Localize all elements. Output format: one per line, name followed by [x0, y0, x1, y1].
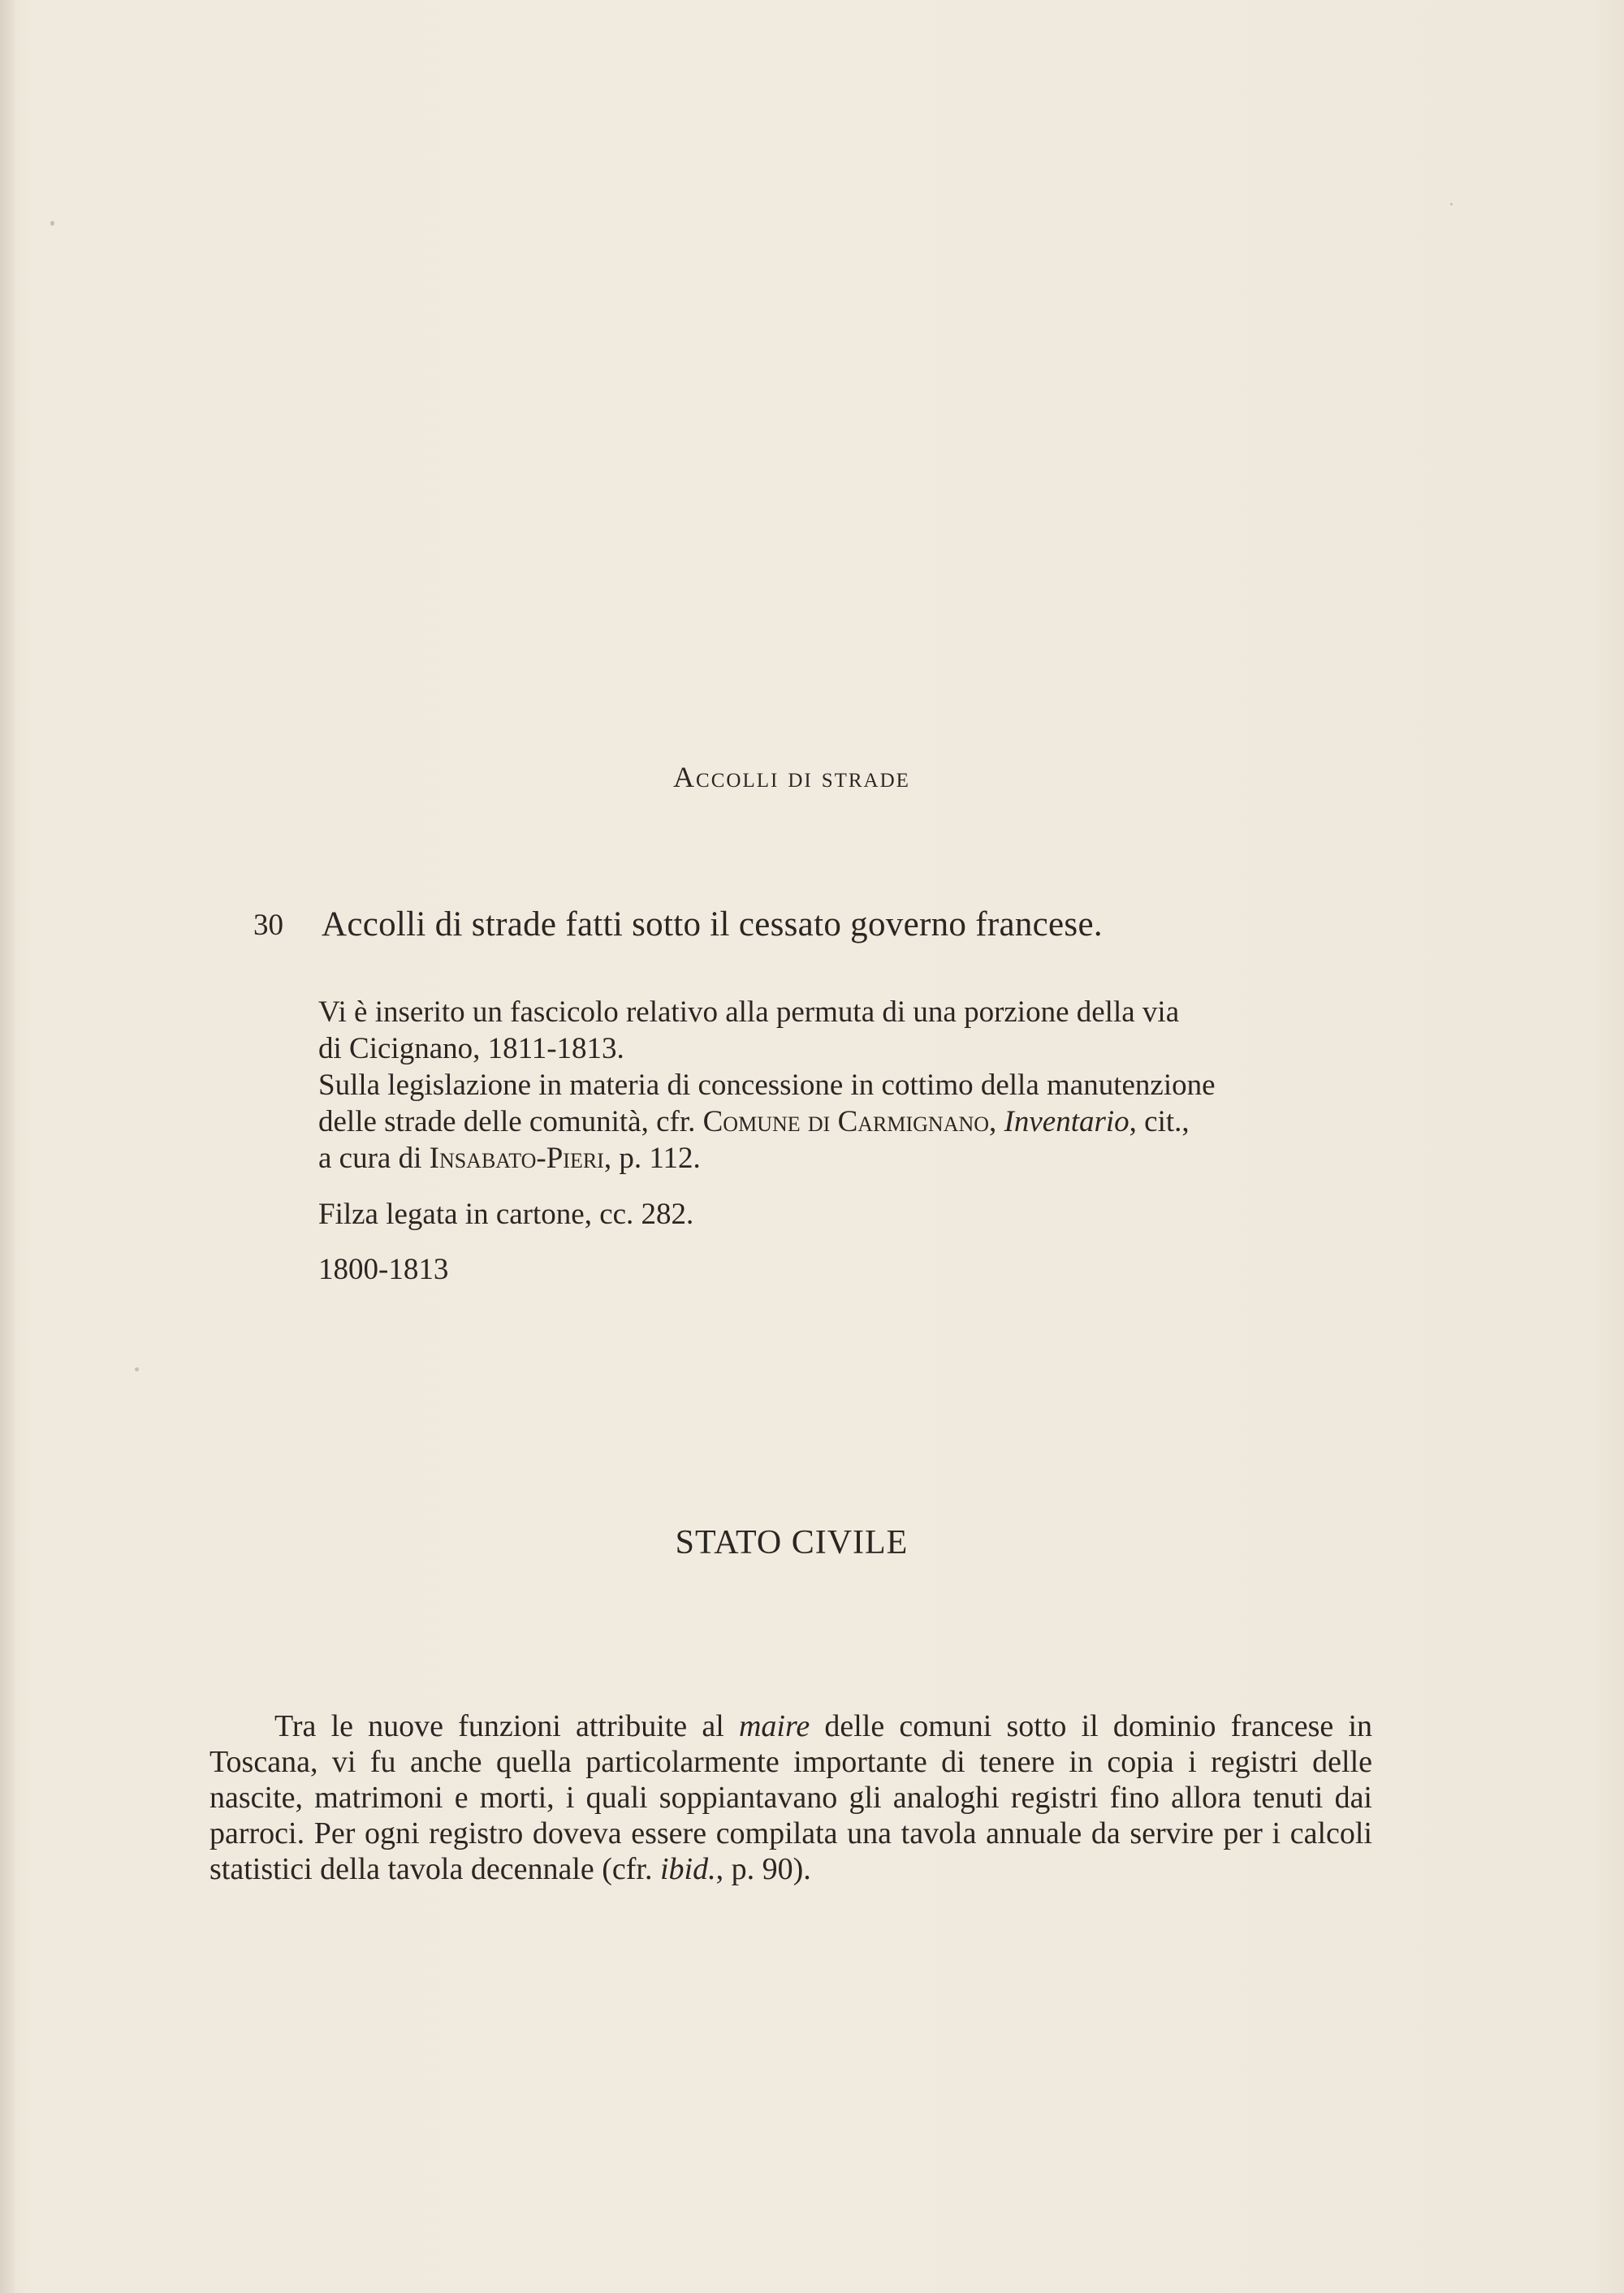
entry-dates: 1800-1813: [318, 1253, 449, 1286]
intro-text: , p. 90).: [715, 1852, 811, 1886]
intro-term-maire: maire: [738, 1709, 810, 1743]
note-text: , cit.,: [1129, 1105, 1190, 1138]
note-text: delle strade delle comunità, cfr.: [318, 1105, 703, 1138]
note-text: a cura di: [318, 1142, 430, 1175]
note-text: , p. 112.: [603, 1142, 701, 1175]
note-text: ,: [989, 1105, 1004, 1138]
note-line: [318, 1140, 1382, 1177]
binding-edge: [0, 0, 15, 2293]
paper-speck: [50, 221, 54, 226]
entry-notes: [318, 994, 1382, 1177]
note-line: Vi è inserito un fascicolo relativo alla permuta di una porzione della via: [318, 995, 1180, 1029]
intro-text: Tra le nuove funzioni attribuite al: [274, 1709, 739, 1743]
entry-title: Accolli di strade fatti sotto il cessato governo francese.: [322, 905, 1103, 944]
intro-paragraph: [209, 1708, 1372, 1887]
paper-speck: [135, 1367, 139, 1371]
note-line: Sulla legislazione in materia di concessione in cottimo della manutenzione: [318, 1069, 1216, 1102]
intro-term-ibid: ibid.: [659, 1852, 716, 1886]
paper-speck: [1450, 203, 1453, 205]
reference-comune: Comune di Carmignano: [702, 1105, 990, 1138]
entry-number: 30: [253, 909, 283, 942]
intro-text: delle comuni sotto il dominio francese in Toscana, vi fu anche quella particolarmente importante di tenere in copia i registri delle nascite, matrimoni e morti, i quali soppiantavano gli analoghi registri fino allora tenuti dai parroci. Per ogni registro doveva essere compilata una tavola annuale da servire per i calcoli statistici della tavola decennale (cfr.: [209, 1709, 1373, 1886]
reference-author: Insabato-Pieri: [429, 1142, 604, 1175]
note-line: di Cicignano, 1811-1813.: [318, 1032, 624, 1065]
entry-description: Filza legata in cartone, cc. 282.: [318, 1198, 694, 1231]
note-line: [318, 1103, 1382, 1140]
reference-inventario: Inventario: [1004, 1105, 1129, 1138]
section-heading-accolli: Accolli di strade: [673, 761, 910, 793]
section-heading-stato-civile: STATO CIVILE: [675, 1524, 909, 1561]
